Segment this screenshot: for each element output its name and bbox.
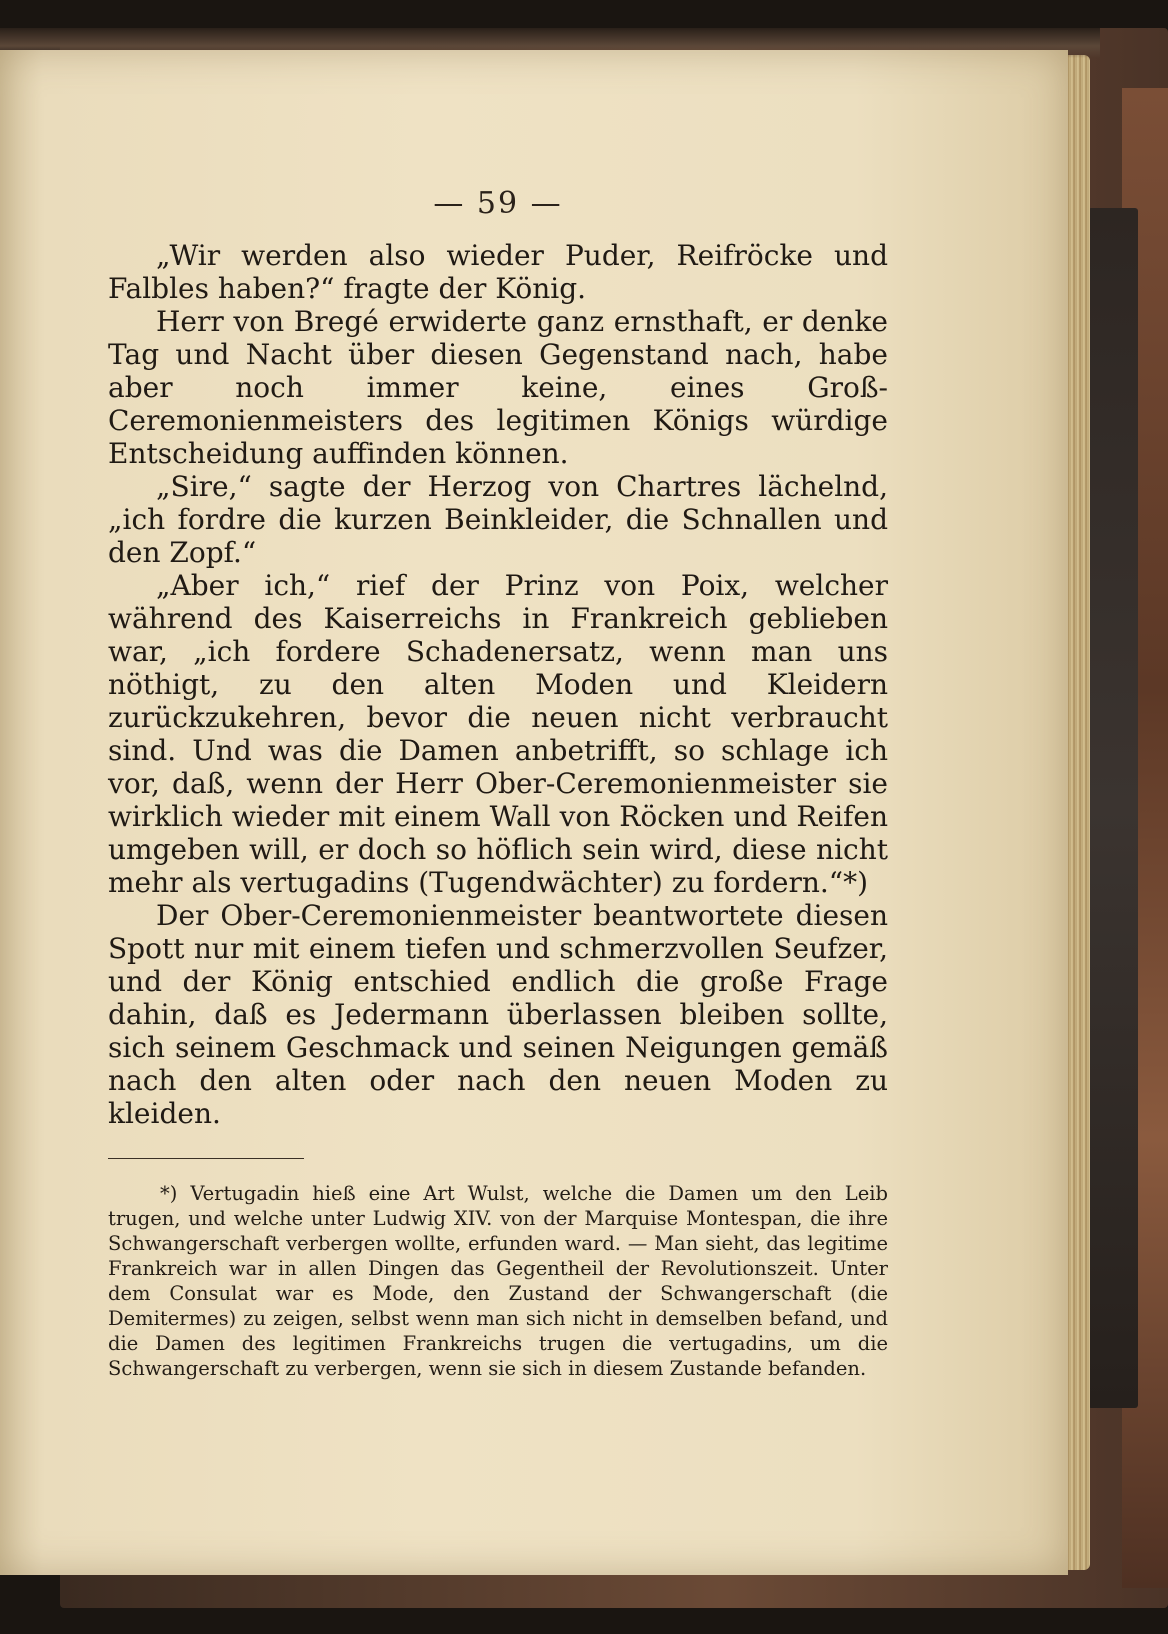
page-content bbox=[108, 142, 888, 1381]
page-number: — 59 — bbox=[433, 186, 563, 221]
book-page bbox=[0, 50, 1068, 1575]
paragraph: „Wir werden also wieder Puder, Reifröcke und Falbles haben?“ fragte der König. bbox=[108, 239, 888, 305]
cover-dark-panel bbox=[1088, 208, 1138, 1408]
footnote-divider bbox=[108, 1158, 304, 1159]
paragraph: „Sire,“ sagte der Herzog von Chartres lächelnd, „ich fordre die kurzen Beinkleider, die Schnallen und den Zopf.“ bbox=[108, 470, 888, 569]
paragraph: Herr von Bregé erwiderte ganz ernsthaft, er denke Tag und Nacht über diesen Gegenstand nach, habe aber noch immer keine, eines Groß-Ceremonienmeisters des legitimen Königs würdige Entscheidung auffinden können. bbox=[108, 305, 888, 470]
paragraph: Der Ober-Ceremonienmeister beantwortete diesen Spott nur mit einem tiefen und schmerzvollen Seufzer, und der König entschied endlich die große Frage dahin, daß es Jedermann überlassen bleiben sollte, sich seinem Geschmack und seinen Neigungen gemäß nach den alten oder nach den neuen Moden zu kleiden. bbox=[108, 899, 888, 1130]
footnote: *) Vertugadin hieß eine Art Wulst, welche die Damen um den Leib trugen, und welche unter Ludwig XIV. von der Marquise Montespan, die ihre Schwangerschaft verbergen wollte, erfunden ward. — Man sieht, das legitime Frankreich war in allen Dingen das Gegentheil der Revolutionszeit. Unter dem Consulat war es Mode, den Zustand der Schwangerschaft (die Demitermes) zu zeigen, selbst wenn man sich nicht in demselben befand, und die Damen des legitimen Frankreichs trugen die vertugadins, um die Schwangerschaft zu verbergen, wenn sie sich in diesem Zustande befanden. bbox=[108, 1182, 888, 1380]
paragraph: „Aber ich,“ rief der Prinz von Poix, welcher während des Kaiserreichs in Frankreich geblieben war, „ich fordere Schadenersatz, wenn man uns nöthigt, zu den alten Moden und Kleidern zurückzukehren, bevor die neuen nicht verbraucht sind. Und was die Damen anbetrifft, so schlage ich vor, daß, wenn der Herr Ober-Ceremonienmeister sie wirklich wieder mit einem Wall von Röcken und Reifen umgeben will, er doch so höflich sein wird, diese nicht mehr als vertugadins (Tugendwächter) zu fordern.“*) bbox=[108, 569, 888, 899]
